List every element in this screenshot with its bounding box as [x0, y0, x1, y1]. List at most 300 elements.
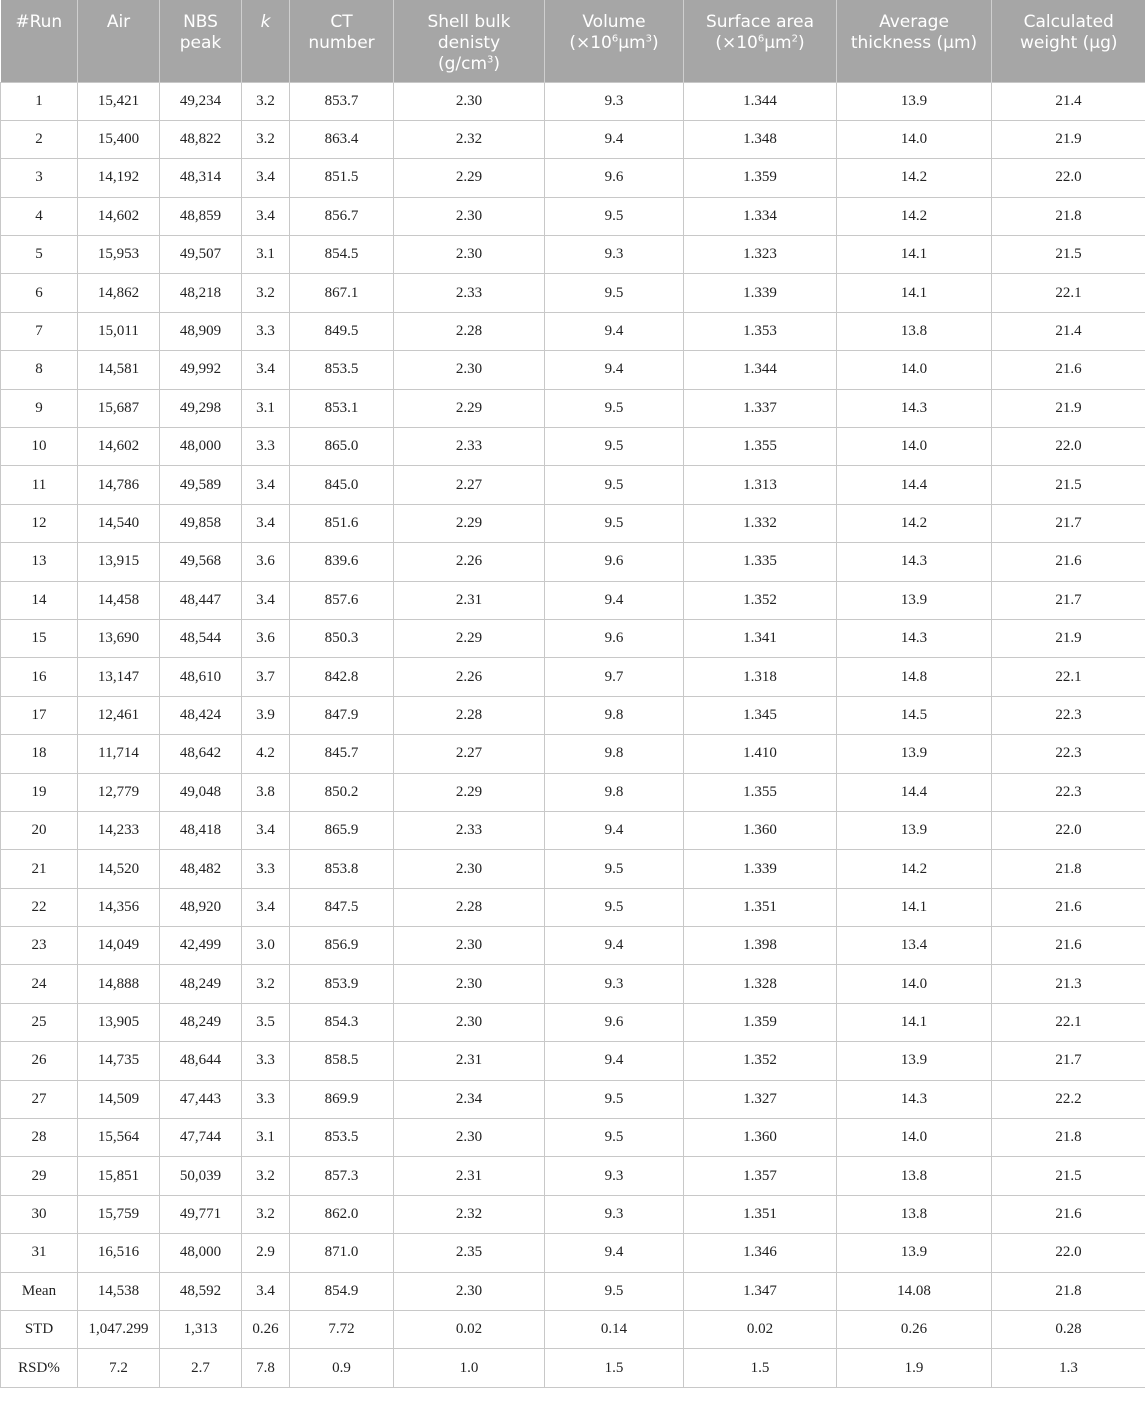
table-cell: 3.4: [242, 159, 290, 197]
table-cell: 13,915: [78, 543, 160, 581]
table-cell: 3.5: [242, 1003, 290, 1041]
table-cell: 49,048: [160, 773, 242, 811]
table-cell: 1.352: [684, 1042, 837, 1080]
table-row: [1, 696, 1145, 734]
table-cell: 9.4: [545, 351, 684, 389]
table-cell: 2.29: [394, 619, 545, 657]
table-cell: 14.0: [837, 351, 992, 389]
header-nbs-peak: [160, 0, 242, 82]
table-cell: 27: [1, 1080, 78, 1118]
table-cell: 1.323: [684, 236, 837, 274]
table-cell: 15,953: [78, 236, 160, 274]
table-cell: 839.6: [290, 543, 394, 581]
table-cell: 22.3: [992, 696, 1145, 734]
table-cell: 1.328: [684, 965, 837, 1003]
table-cell: 3.6: [242, 619, 290, 657]
table-cell: 9.4: [545, 120, 684, 158]
table-cell: 1.339: [684, 850, 837, 888]
table-row: [1, 1311, 1145, 1349]
table-cell: 1: [1, 82, 78, 120]
table-cell: 21.7: [992, 1042, 1145, 1080]
table-row: [1, 658, 1145, 696]
table-cell: 13.8: [837, 1195, 992, 1233]
table-cell: 853.5: [290, 1119, 394, 1157]
table-cell: 3.4: [242, 351, 290, 389]
table-cell: 1.341: [684, 619, 837, 657]
table-cell: 14,192: [78, 159, 160, 197]
table-cell: RSD%: [1, 1349, 78, 1387]
table-cell: 14.3: [837, 389, 992, 427]
table-cell: 14,509: [78, 1080, 160, 1118]
table-cell: 865.9: [290, 811, 394, 849]
table-cell: 15,759: [78, 1195, 160, 1233]
table-cell: 1.410: [684, 735, 837, 773]
header-ct-number-line2: number: [308, 33, 375, 53]
table-cell: 1.360: [684, 1119, 837, 1157]
table-cell: 23: [1, 927, 78, 965]
table-cell: 48,249: [160, 1003, 242, 1041]
table-cell: 3.2: [242, 274, 290, 312]
header-shell-bulk-density: [394, 0, 545, 82]
table-cell: 28: [1, 1119, 78, 1157]
table-row: [1, 389, 1145, 427]
table-cell: 2.31: [394, 1157, 545, 1195]
table-cell: 9.8: [545, 773, 684, 811]
table-cell: 3.3: [242, 428, 290, 466]
table-cell: 48,592: [160, 1272, 242, 1310]
table-cell: 3.1: [242, 389, 290, 427]
table-cell: 47,443: [160, 1080, 242, 1118]
table-cell: 3.4: [242, 581, 290, 619]
table-cell: 9.4: [545, 927, 684, 965]
table-row: [1, 927, 1145, 965]
table-cell: 2.30: [394, 236, 545, 274]
table-cell: 1.344: [684, 351, 837, 389]
table-cell: 9.5: [545, 1080, 684, 1118]
table-cell: 48,482: [160, 850, 242, 888]
table-cell: 2.30: [394, 351, 545, 389]
table-cell: 2.27: [394, 735, 545, 773]
table-cell: 1.3: [992, 1349, 1145, 1387]
table-cell: 31: [1, 1234, 78, 1272]
table-cell: 14,540: [78, 504, 160, 542]
table-cell: 9.8: [545, 735, 684, 773]
table-cell: 21.6: [992, 1195, 1145, 1233]
header-ct-number: [290, 0, 394, 82]
table-cell: 9.5: [545, 466, 684, 504]
table-cell: 26: [1, 1042, 78, 1080]
table-cell: 22.1: [992, 274, 1145, 312]
table-row: [1, 120, 1145, 158]
header-thickness-line1: Average: [879, 12, 949, 32]
table-cell: 854.5: [290, 236, 394, 274]
table-cell: 15,011: [78, 312, 160, 350]
table-cell: 14.2: [837, 850, 992, 888]
header-shell-line3: $(g/cm^3)$: [437, 54, 501, 74]
table-cell: 853.7: [290, 82, 394, 120]
table-cell: 0.26: [837, 1311, 992, 1349]
table-body: [1, 82, 1145, 1387]
table-cell: 9.5: [545, 504, 684, 542]
table-cell: 2.29: [394, 504, 545, 542]
table-cell: 867.1: [290, 274, 394, 312]
table-cell: 49,771: [160, 1195, 242, 1233]
table-cell: 9.3: [545, 965, 684, 1003]
table-cell: 2.32: [394, 120, 545, 158]
table-cell: 15,400: [78, 120, 160, 158]
table-cell: 3.7: [242, 658, 290, 696]
table-cell: 850.3: [290, 619, 394, 657]
table-row: [1, 159, 1145, 197]
table-cell: 9.5: [545, 1119, 684, 1157]
table-cell: 14,735: [78, 1042, 160, 1080]
table-cell: 14,786: [78, 466, 160, 504]
header-row: [1, 0, 1145, 82]
table-cell: 49,568: [160, 543, 242, 581]
table-cell: 25: [1, 1003, 78, 1041]
table-cell: 49,507: [160, 236, 242, 274]
header-nbs-peak-line2: peak: [179, 33, 222, 53]
table-cell: 21.6: [992, 888, 1145, 926]
table-cell: 22.3: [992, 735, 1145, 773]
table-cell: 9.4: [545, 1234, 684, 1272]
table-cell: 48,418: [160, 811, 242, 849]
table-cell: 2.27: [394, 466, 545, 504]
table-cell: 1.5: [684, 1349, 837, 1387]
table-cell: 3.2: [242, 1157, 290, 1195]
table-cell: 3.2: [242, 82, 290, 120]
table-cell: 9.5: [545, 197, 684, 235]
table-cell: 2.31: [394, 1042, 545, 1080]
table-cell: 1.355: [684, 428, 837, 466]
table-cell: 13,905: [78, 1003, 160, 1041]
table-cell: 6: [1, 274, 78, 312]
table-cell: 9.5: [545, 428, 684, 466]
table-cell: 2.33: [394, 811, 545, 849]
header-calculated-weight: [992, 0, 1145, 82]
table-cell: 48,314: [160, 159, 242, 197]
table-cell: 21.8: [992, 197, 1145, 235]
table-cell: 13: [1, 543, 78, 581]
table-cell: 847.5: [290, 888, 394, 926]
table-cell: 11,714: [78, 735, 160, 773]
table-cell: 48,000: [160, 1234, 242, 1272]
table-cell: 14.2: [837, 159, 992, 197]
table-cell: 9.5: [545, 1272, 684, 1310]
table-cell: 5: [1, 236, 78, 274]
table-cell: 50,039: [160, 1157, 242, 1195]
table-cell: 14.1: [837, 888, 992, 926]
table-cell: STD: [1, 1311, 78, 1349]
table-cell: 16: [1, 658, 78, 696]
table-row: [1, 1042, 1145, 1080]
table-cell: 48,822: [160, 120, 242, 158]
header-shell-line1: Shell bulk: [427, 12, 511, 32]
header-air-label: Air: [106, 12, 131, 32]
table-cell: 21.5: [992, 1157, 1145, 1195]
table-cell: 22: [1, 888, 78, 926]
table-cell: 9.5: [545, 888, 684, 926]
table-cell: 3.2: [242, 120, 290, 158]
table-cell: 3.2: [242, 965, 290, 1003]
table-cell: 21.5: [992, 236, 1145, 274]
table-cell: 14.08: [837, 1272, 992, 1310]
table-cell: 12,461: [78, 696, 160, 734]
table-cell: 13.8: [837, 312, 992, 350]
table-row: [1, 1195, 1145, 1233]
header-nbs-peak-line1: NBS: [183, 12, 218, 32]
table-cell: 9.3: [545, 236, 684, 274]
table-cell: 19: [1, 773, 78, 811]
table-cell: 3.0: [242, 927, 290, 965]
table-cell: 21.6: [992, 543, 1145, 581]
table-cell: 3.9: [242, 696, 290, 734]
table-cell: 7.72: [290, 1311, 394, 1349]
table-cell: 3.6: [242, 543, 290, 581]
table-cell: 853.8: [290, 850, 394, 888]
table-cell: 14.3: [837, 1080, 992, 1118]
table-cell: 48,909: [160, 312, 242, 350]
table-cell: 3.4: [242, 1272, 290, 1310]
table-cell: 15,687: [78, 389, 160, 427]
table-cell: 21.3: [992, 965, 1145, 1003]
table-cell: 49,298: [160, 389, 242, 427]
table-cell: 22.1: [992, 658, 1145, 696]
table-cell: 22.0: [992, 1234, 1145, 1272]
table-cell: 21.8: [992, 1119, 1145, 1157]
table-cell: 42,499: [160, 927, 242, 965]
table-cell: 849.5: [290, 312, 394, 350]
table-row: [1, 1272, 1145, 1310]
table-row: [1, 735, 1145, 773]
table-row: [1, 1349, 1145, 1387]
table-cell: 847.9: [290, 696, 394, 734]
table-cell: 14,049: [78, 927, 160, 965]
header-volume-unit: $(\times 10^6\mu m^3)$: [569, 33, 659, 53]
header-run: [1, 0, 78, 82]
table-cell: 48,644: [160, 1042, 242, 1080]
table-cell: 1.398: [684, 927, 837, 965]
table-cell: 3: [1, 159, 78, 197]
table-cell: 2.30: [394, 850, 545, 888]
table-cell: 853.5: [290, 351, 394, 389]
table-cell: 13,690: [78, 619, 160, 657]
table-cell: 15: [1, 619, 78, 657]
table-cell: 48,218: [160, 274, 242, 312]
table-cell: 20: [1, 811, 78, 849]
table-cell: 13,147: [78, 658, 160, 696]
table-row: [1, 236, 1145, 274]
table-cell: 12: [1, 504, 78, 542]
table-cell: 14,520: [78, 850, 160, 888]
table-cell: 21.6: [992, 927, 1145, 965]
table-cell: 1.355: [684, 773, 837, 811]
table-cell: 2.29: [394, 159, 545, 197]
table-cell: 3.4: [242, 466, 290, 504]
table-cell: 1.9: [837, 1349, 992, 1387]
table-cell: 14.1: [837, 274, 992, 312]
table-cell: 851.5: [290, 159, 394, 197]
table-cell: 4: [1, 197, 78, 235]
table-row: [1, 466, 1145, 504]
table-cell: 21.9: [992, 389, 1145, 427]
table-cell: 0.02: [394, 1311, 545, 1349]
table-cell: 9.6: [545, 619, 684, 657]
table-cell: 48,249: [160, 965, 242, 1003]
header-thickness-line2: thickness (μm): [850, 33, 978, 53]
table-row: [1, 581, 1145, 619]
table-cell: 14.4: [837, 466, 992, 504]
table-cell: 1.0: [394, 1349, 545, 1387]
table-row: [1, 312, 1145, 350]
table-cell: 2.26: [394, 658, 545, 696]
table-cell: 7.2: [78, 1349, 160, 1387]
table-cell: 13.9: [837, 811, 992, 849]
table-cell: 2.28: [394, 888, 545, 926]
table-cell: 850.2: [290, 773, 394, 811]
table-cell: 14.3: [837, 543, 992, 581]
table-cell: 49,234: [160, 82, 242, 120]
header-volume-line1: Volume: [582, 12, 646, 32]
table-cell: 21.7: [992, 504, 1145, 542]
table-cell: 1.351: [684, 888, 837, 926]
table-cell: 1.313: [684, 466, 837, 504]
table-cell: 854.3: [290, 1003, 394, 1041]
table-row: [1, 850, 1145, 888]
table-cell: 1.5: [545, 1349, 684, 1387]
table-cell: 856.7: [290, 197, 394, 235]
header-ct-number-line1: CT: [330, 12, 353, 32]
table-cell: 2.30: [394, 1272, 545, 1310]
table-cell: 2.9: [242, 1234, 290, 1272]
table-cell: 2.29: [394, 389, 545, 427]
table-cell: 14.5: [837, 696, 992, 734]
table-cell: 21.9: [992, 120, 1145, 158]
table-cell: 1,313: [160, 1311, 242, 1349]
table-cell: 853.1: [290, 389, 394, 427]
table-cell: 21: [1, 850, 78, 888]
table-cell: 9.5: [545, 274, 684, 312]
table-cell: 2.28: [394, 696, 545, 734]
table-cell: 1.339: [684, 274, 837, 312]
table-cell: 3.4: [242, 811, 290, 849]
table-cell: 9.3: [545, 1195, 684, 1233]
table-cell: 1.353: [684, 312, 837, 350]
table-row: [1, 504, 1145, 542]
table-cell: 2.33: [394, 428, 545, 466]
table-cell: 11: [1, 466, 78, 504]
table-cell: 14.8: [837, 658, 992, 696]
table-cell: 863.4: [290, 120, 394, 158]
table-cell: 2.30: [394, 927, 545, 965]
table-cell: 21.7: [992, 581, 1145, 619]
table-row: [1, 274, 1145, 312]
table-cell: 48,000: [160, 428, 242, 466]
table-cell: 3.4: [242, 888, 290, 926]
table-cell: 9.8: [545, 696, 684, 734]
table-cell: 49,589: [160, 466, 242, 504]
table-cell: 2.30: [394, 82, 545, 120]
table-cell: 856.9: [290, 927, 394, 965]
table-cell: 2.30: [394, 1003, 545, 1041]
header-surface-line1: Surface area: [705, 12, 815, 32]
header-air: [78, 0, 160, 82]
table-cell: 48,447: [160, 581, 242, 619]
table-row: [1, 619, 1145, 657]
table-cell: 9.4: [545, 1042, 684, 1080]
table-cell: 48,642: [160, 735, 242, 773]
table-row: [1, 543, 1145, 581]
table-cell: 9.6: [545, 543, 684, 581]
table-row: [1, 1119, 1145, 1157]
table-cell: 1.360: [684, 811, 837, 849]
header-shell-line2: denisty: [437, 33, 501, 53]
table-cell: 14,581: [78, 351, 160, 389]
table-cell: 21.8: [992, 1272, 1145, 1310]
table-cell: 14.3: [837, 619, 992, 657]
table-cell: 14,233: [78, 811, 160, 849]
table-cell: 0.14: [545, 1311, 684, 1349]
table-cell: 2.30: [394, 965, 545, 1003]
table-cell: 2.28: [394, 312, 545, 350]
table-cell: 2.26: [394, 543, 545, 581]
table-cell: 14,862: [78, 274, 160, 312]
table-cell: 14.0: [837, 1119, 992, 1157]
table-cell: 9.6: [545, 159, 684, 197]
table-row: [1, 773, 1145, 811]
table-cell: 14.0: [837, 120, 992, 158]
table-cell: 21.5: [992, 466, 1145, 504]
table-cell: 9.6: [545, 1003, 684, 1041]
table-cell: 14.4: [837, 773, 992, 811]
table-row: [1, 82, 1145, 120]
table-cell: 21.9: [992, 619, 1145, 657]
table-cell: 845.0: [290, 466, 394, 504]
table-cell: 24: [1, 965, 78, 1003]
table-cell: 2.30: [394, 197, 545, 235]
table-row: [1, 351, 1145, 389]
table-cell: 21.8: [992, 850, 1145, 888]
table-cell: 14,888: [78, 965, 160, 1003]
table-cell: 2.30: [394, 1119, 545, 1157]
table-row: [1, 965, 1145, 1003]
table-cell: 1.318: [684, 658, 837, 696]
table-cell: 0.26: [242, 1311, 290, 1349]
table-cell: 22.1: [992, 1003, 1145, 1041]
table-cell: 858.5: [290, 1042, 394, 1080]
table-cell: 2.32: [394, 1195, 545, 1233]
table-cell: 9: [1, 389, 78, 427]
table-cell: 857.6: [290, 581, 394, 619]
table-cell: 1.334: [684, 197, 837, 235]
table-cell: 17: [1, 696, 78, 734]
table-cell: 1.337: [684, 389, 837, 427]
table-row: [1, 1234, 1145, 1272]
table-cell: 13.9: [837, 581, 992, 619]
table-cell: 853.9: [290, 965, 394, 1003]
table-cell: 9.5: [545, 850, 684, 888]
table-cell: 9.4: [545, 581, 684, 619]
table-cell: 0.28: [992, 1311, 1145, 1349]
table-row: [1, 811, 1145, 849]
table-cell: 8: [1, 351, 78, 389]
table-cell: 871.0: [290, 1234, 394, 1272]
table-cell: 9.3: [545, 82, 684, 120]
table-cell: 9.7: [545, 658, 684, 696]
table-cell: 1,047.299: [78, 1311, 160, 1349]
table-cell: 3.1: [242, 236, 290, 274]
table-cell: 18: [1, 735, 78, 773]
